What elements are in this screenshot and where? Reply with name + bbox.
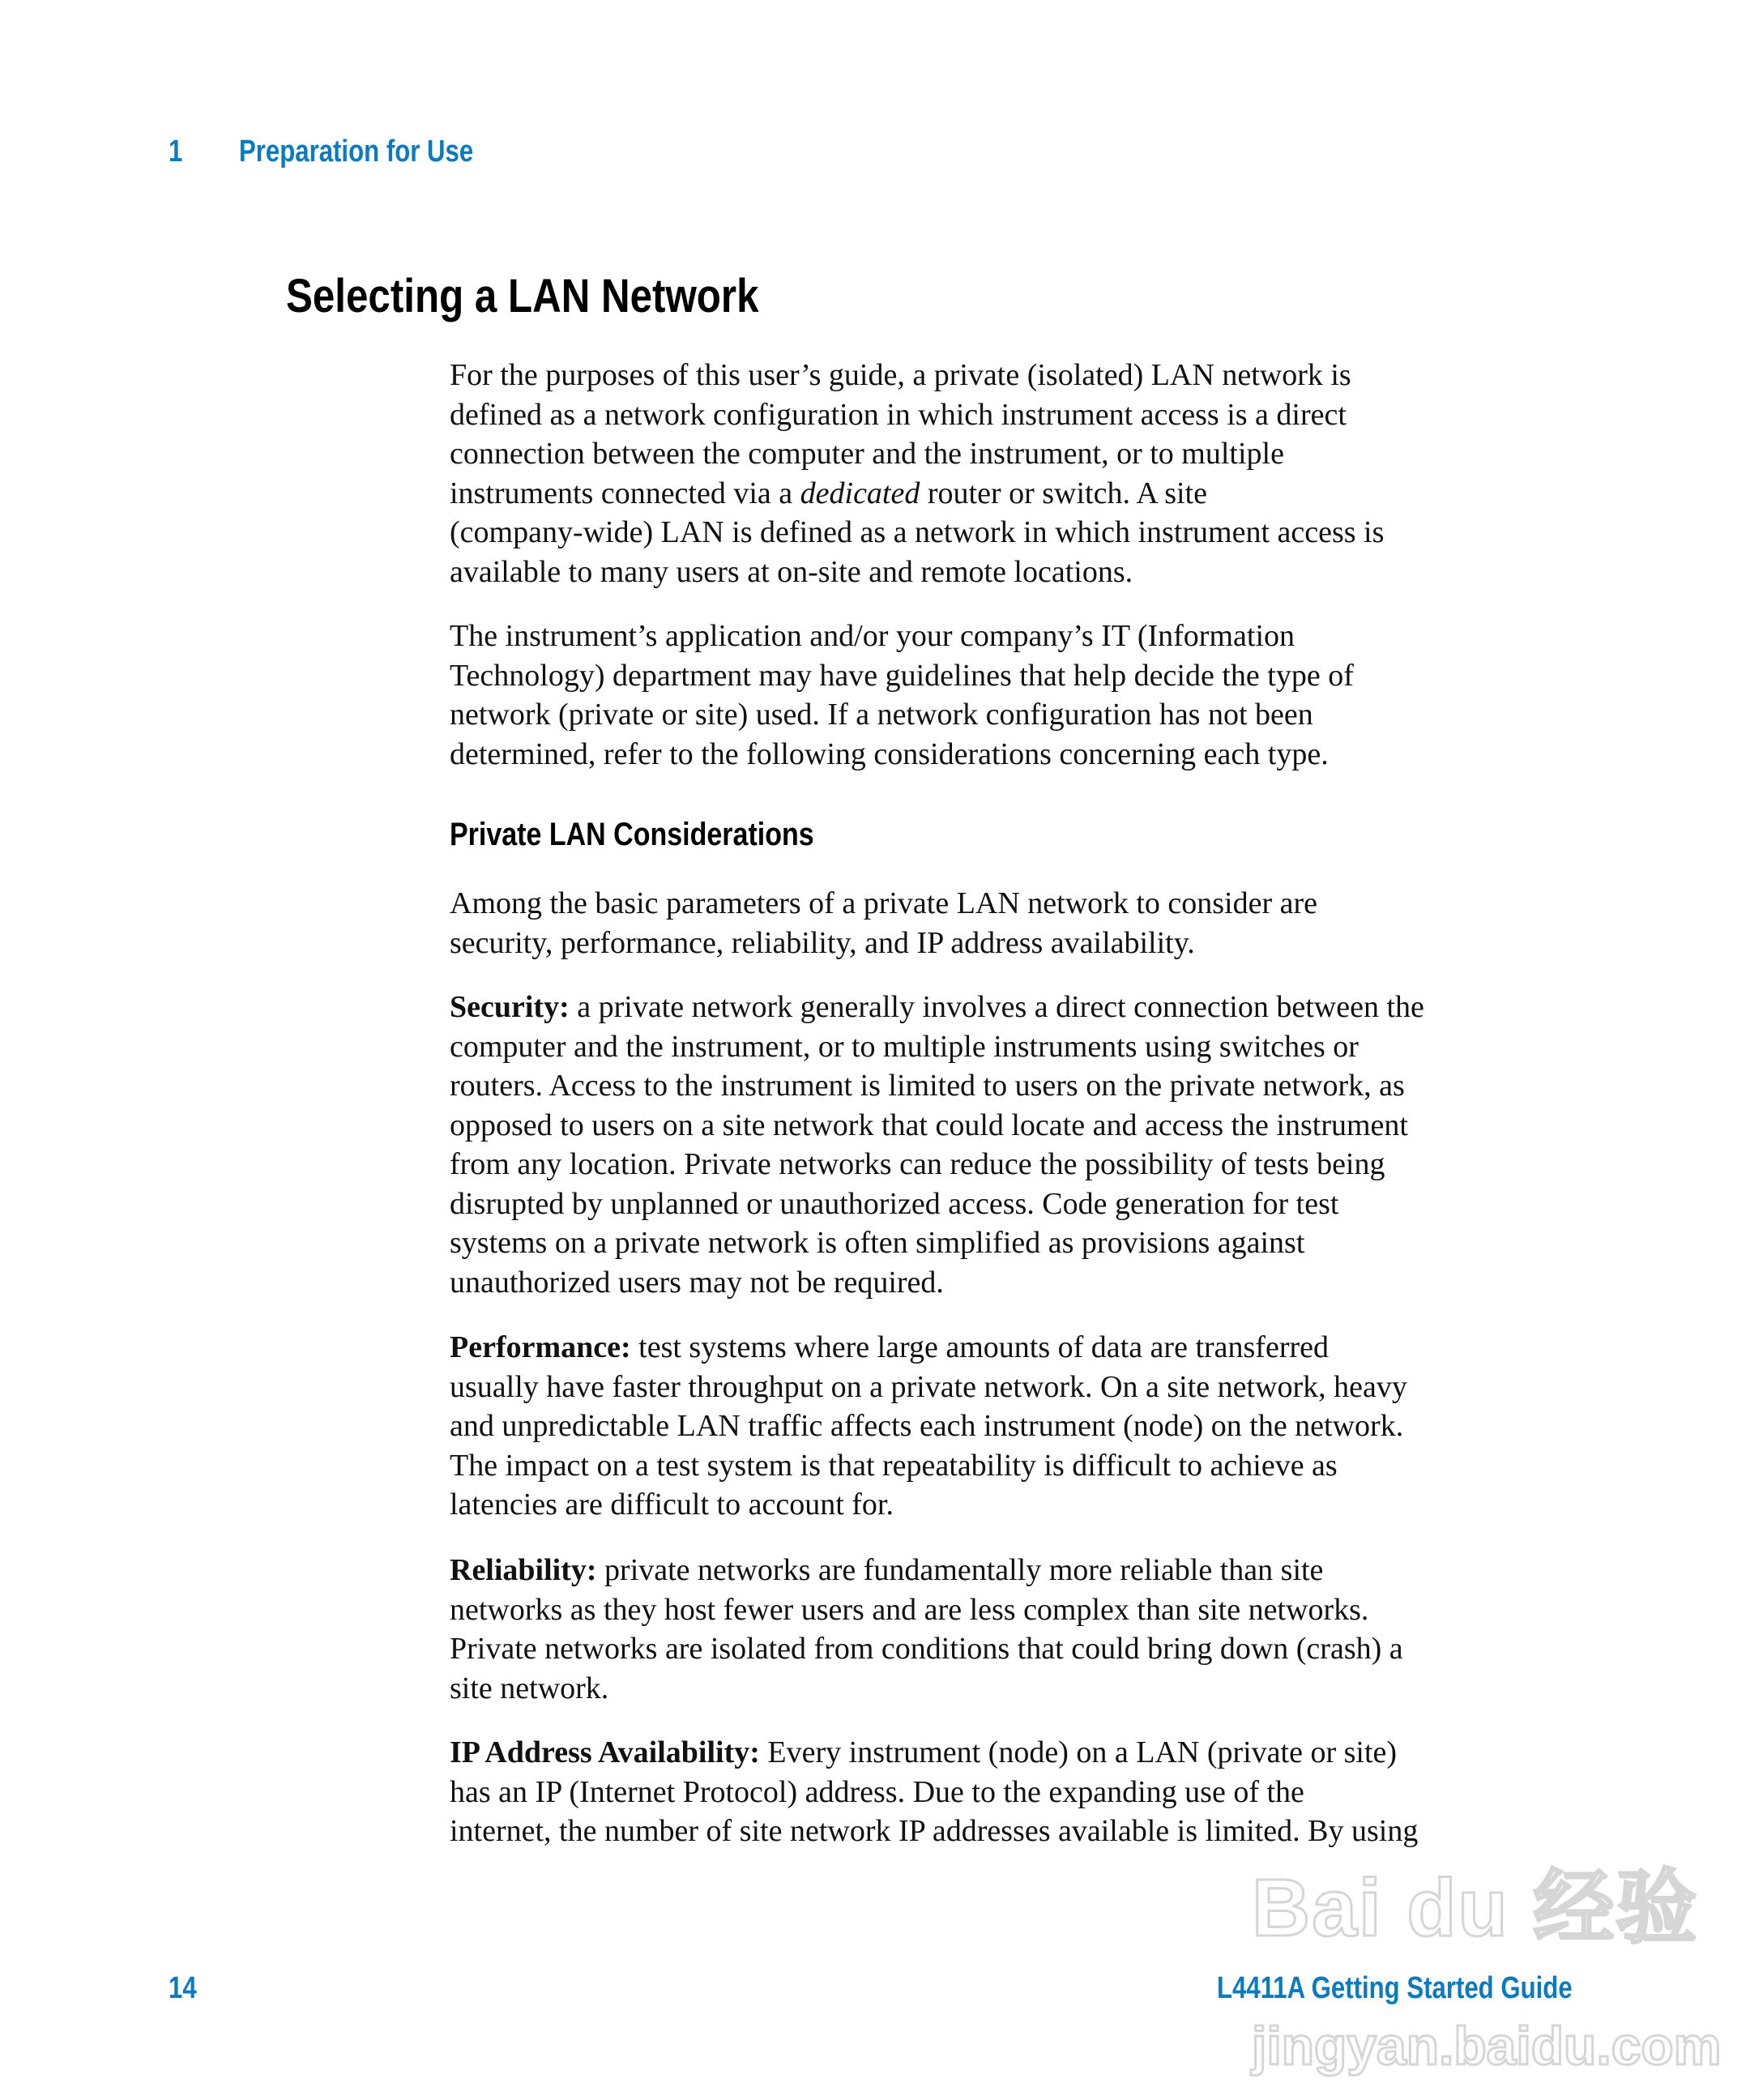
text: instruments connected via a bbox=[450, 476, 800, 510]
text-line: defined as a network configuration in which instrument access is a direct bbox=[450, 397, 1347, 432]
term-label: IP Address Availability: bbox=[450, 1735, 760, 1769]
text-line: routers. Access to the instrument is limited to users on the private network, as bbox=[450, 1069, 1405, 1103]
text-line: security, performance, reliability, and IP address availability. bbox=[450, 925, 1195, 960]
text-line: network (private or site) used. If a network configuration has not been bbox=[450, 698, 1313, 732]
section-title: Selecting a LAN Network bbox=[286, 270, 759, 322]
page-number: 14 bbox=[169, 1971, 197, 2005]
text-line: connection between the computer and the instrument, or to multiple bbox=[450, 437, 1284, 471]
text-line: usually have faster throughput on a private network. On a site network, heavy bbox=[450, 1369, 1407, 1404]
text-line bbox=[450, 474, 1384, 514]
watermark-brand: Bai du 经验 bbox=[1252, 1863, 1699, 1953]
chapter-number: 1 bbox=[169, 134, 183, 169]
term-label: Reliability: bbox=[450, 1553, 597, 1587]
text-line: The instrument’s application and/or your company’s IT (Information bbox=[450, 619, 1295, 653]
text-line bbox=[450, 988, 1424, 1027]
text: test systems where large amounts of data are transferred bbox=[630, 1330, 1330, 1364]
security-paragraph bbox=[450, 988, 1424, 1302]
text-line: latencies are difficult to account for. bbox=[450, 1488, 894, 1522]
text-line: unauthorized users may not be required. bbox=[450, 1265, 944, 1300]
intro-paragraph bbox=[450, 356, 1384, 591]
text-line: networks as they host fewer users and are less complex than site networks. bbox=[450, 1592, 1369, 1627]
text-line: Technology) department may have guidelines that help decide the type of bbox=[450, 658, 1354, 693]
text-line: computer and the instrument, or to multiple instruments using switches or bbox=[450, 1029, 1359, 1064]
text-line: For the purposes of this user’s guide, a private (isolated) LAN network is bbox=[450, 358, 1351, 392]
text-line: internet, the number of site network IP addresses available is limited. By using bbox=[450, 1814, 1419, 1848]
text-line: opposed to users on a site network that could locate and access the instrument bbox=[450, 1108, 1408, 1142]
emphasis: dedicated bbox=[800, 476, 920, 510]
text-line: The impact on a test system is that repeatability is difficult to achieve as bbox=[450, 1448, 1338, 1483]
text-line: determined, refer to the following considerations concerning each type. bbox=[450, 736, 1329, 771]
text-line: site network. bbox=[450, 1671, 609, 1705]
text: private networks are fundamentally more reliable than site bbox=[596, 1553, 1324, 1587]
guide-title: L4411A Getting Started Guide bbox=[1217, 1971, 1573, 2005]
text: Every instrument (node) on a LAN (private or site) bbox=[759, 1735, 1398, 1769]
text-line: and unpredictable LAN traffic affects each instrument (node) on the network. bbox=[450, 1409, 1404, 1443]
text-line: disrupted by unplanned or unauthorized access. Code generation for test bbox=[450, 1186, 1339, 1221]
text-line: from any location. Private networks can reduce the possibility of tests being bbox=[450, 1147, 1385, 1181]
text-line bbox=[450, 1551, 1403, 1590]
performance-paragraph bbox=[450, 1328, 1407, 1525]
chapter-title: Preparation for Use bbox=[239, 134, 474, 169]
text-line: available to many users at on-site and remote locations. bbox=[450, 554, 1133, 589]
text-line: (company-wide) LAN is defined as a network in which instrument access is bbox=[450, 515, 1385, 549]
text-line bbox=[450, 1328, 1407, 1368]
text-line bbox=[450, 1733, 1418, 1773]
text: router or switch. A site bbox=[920, 476, 1207, 510]
text-line: has an IP (Internet Protocol) address. Due to the expanding use of the bbox=[450, 1774, 1304, 1809]
watermark-url: jingyan.baidu.com bbox=[1252, 2016, 1722, 2076]
text: a private network generally involves a direct connection between the bbox=[569, 990, 1424, 1024]
ip-availability-paragraph bbox=[450, 1733, 1418, 1851]
text-line: systems on a private network is often simplified as provisions against bbox=[450, 1226, 1305, 1260]
reliability-paragraph bbox=[450, 1551, 1403, 1708]
text-line: Private networks are isolated from conditions that could bring down (crash) a bbox=[450, 1632, 1403, 1666]
text-line: Among the basic parameters of a private LAN network to consider are bbox=[450, 886, 1317, 920]
subheading: Private LAN Considerations bbox=[450, 817, 814, 852]
parameters-paragraph bbox=[450, 884, 1317, 962]
term-label: Security: bbox=[450, 990, 570, 1024]
term-label: Performance: bbox=[450, 1330, 631, 1364]
it-paragraph bbox=[450, 617, 1354, 774]
